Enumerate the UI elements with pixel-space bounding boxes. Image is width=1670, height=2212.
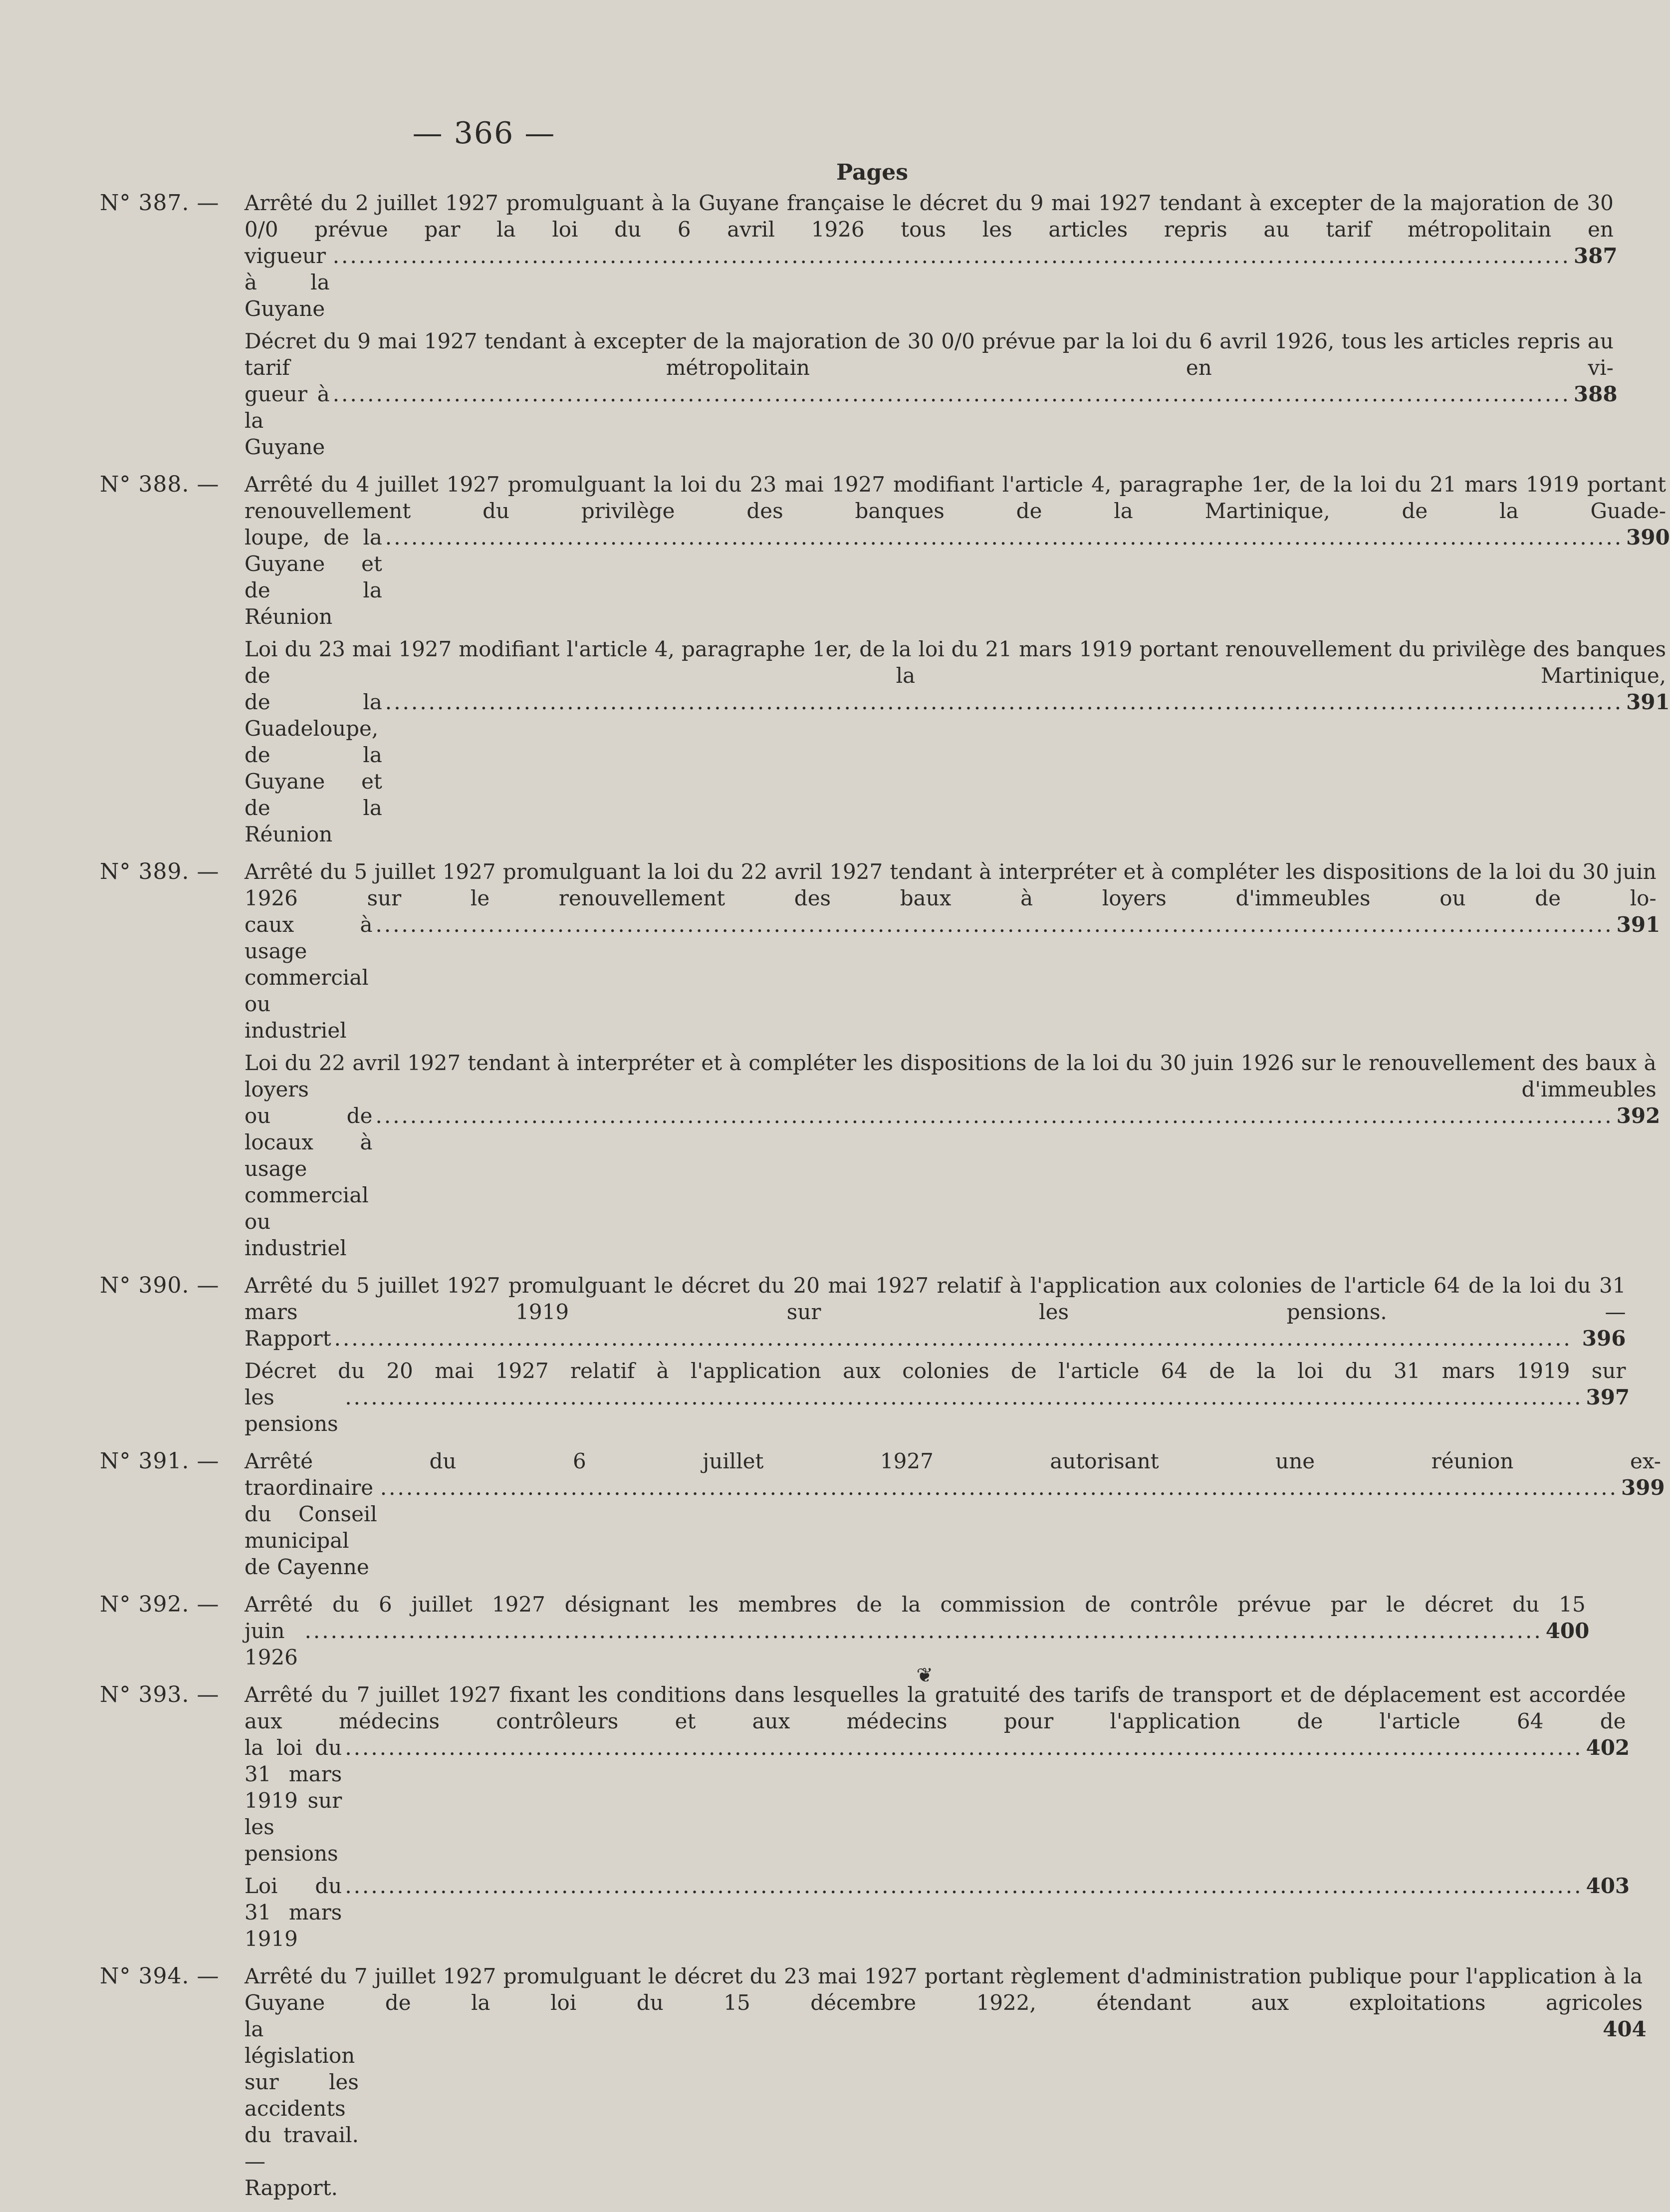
item-text: Décret du 9 mai 1927 tendant à excepter de la majoration de 30 0/0 prévue par la loi du 6 avril 1926, tous les articles repris au tarif métropolitain en vi- [244, 329, 1614, 380]
entry-body [244, 1591, 1590, 1676]
item-last-line [244, 1873, 1630, 1952]
entry-number: N° 389. — [100, 859, 220, 884]
entry-body [244, 471, 1670, 853]
item-last-text: traordinaire du Conseil municipal de Cayenne [244, 1475, 377, 1579]
item-last-line [244, 1618, 1590, 1670]
item-last-line [244, 2016, 1647, 2201]
entry-number: N° 393. — [100, 1682, 220, 1707]
item-last-line [244, 1384, 1630, 1437]
item-last-text: de la Guadeloupe, de la Guyane et de la Réunion [244, 690, 382, 846]
toc-item [244, 1873, 1630, 1952]
item-text: Arrêté du 5 juillet 1927 promulguant le décret du 20 mai 1927 relatif à l'application aux colonies de l'article 64 de la loi du 31 mars 1919 sur les pensions. — [244, 1273, 1626, 1324]
dot-leader [334, 1325, 1579, 1352]
entry-number: N° 391. — [100, 1448, 220, 1474]
page-reference: 399 [1621, 1475, 1665, 1500]
entry-body [244, 1963, 1647, 2207]
item-last-text: caux à usage commercial ou industriel [244, 912, 373, 1043]
entry-body [244, 190, 1618, 466]
item-last-text: gueur à la Guyane [244, 382, 330, 459]
entry-number: N° 394. — [100, 1963, 220, 1989]
page-reference: 388 [1573, 382, 1618, 406]
item-text: Arrêté du 7 juillet 1927 promulguant le décret du 23 mai 1927 portant règlement d'administration publique pour l'application à la Guyane de la loi du 15 décembre 1922, étendant aux exploitations agricoles [244, 1964, 1643, 2015]
item-last-line [244, 243, 1618, 322]
corner-ornament-icon: ❦ [916, 1664, 933, 1687]
item-last-text: juin 1926 [244, 1619, 298, 1669]
dot-leader [380, 1474, 1618, 1501]
item-text: Arrêté du 7 juillet 1927 fixant les conditions dans lesquelles la gratuité des tarifs de transport et de déplacement est accordée aux médecins contrôleurs et aux médecins pour l'application de l'article 64 de [244, 1682, 1626, 1733]
item-text: Loi du 23 mai 1927 modifiant l'article 4, paragraphe 1er, de la loi du 21 mars 1919 portant renouvellement du privilège des banques de la Martinique, [244, 637, 1667, 688]
toc-item [244, 1591, 1590, 1670]
item-last-line [244, 381, 1618, 460]
item-last-line [244, 911, 1661, 1044]
entry-number: N° 388. — [100, 472, 220, 497]
page-reference: 403 [1586, 1874, 1630, 1898]
toc-entry [100, 1591, 1590, 1676]
toc-item [244, 636, 1670, 847]
page-reference: 390 [1626, 525, 1670, 550]
table-of-contents [100, 190, 1670, 2212]
page-reference: 387 [1573, 244, 1618, 268]
dot-leader [376, 1103, 1614, 1129]
dot-leader [345, 1734, 1583, 1761]
toc-item [244, 190, 1618, 322]
item-last-text: les pensions [244, 1385, 338, 1436]
dot-leader [385, 689, 1623, 715]
item-last-text: ou de locaux à usage commercial ou industriel [244, 1104, 373, 1260]
item-last-text: loupe, de la Guyane et de la Réunion [244, 525, 382, 629]
toc-item [244, 471, 1670, 630]
dot-leader [345, 1873, 1583, 1899]
item-last-text: vigueur à la Guyane [244, 244, 330, 321]
toc-entry [100, 858, 1661, 1267]
item-last-text: Loi du 31 mars 1919 [244, 1874, 342, 1951]
page-reference: 400 [1545, 1619, 1590, 1643]
dot-leader [333, 243, 1571, 269]
toc-entry [100, 471, 1670, 853]
entry-body [244, 1448, 1665, 1586]
toc-item [244, 1681, 1630, 1867]
toc-entry [100, 1272, 1630, 1443]
item-last-text: la législation sur les accidents du travail. — Rapport. [244, 2017, 359, 2200]
item-text: Décret du 20 mai 1927 relatif à l'application aux colonies de l'article 64 de la loi du 31 mars 1919 sur [244, 1359, 1626, 1383]
dot-leader [345, 1384, 1583, 1410]
page-reference: 402 [1586, 1735, 1630, 1760]
item-text: Arrêté du 4 juillet 1927 promulguant la loi du 23 mai 1927 modifiant l'article 4, paragraphe 1er, de la loi du 21 mars 1919 portant renouvellement du privilège des banques de la Martinique, de la Guade- [244, 472, 1667, 523]
item-last-text: la loi du 31 mars 1919 sur les pensions [244, 1735, 342, 1866]
dot-leader [333, 381, 1571, 407]
page-reference: 404 [1603, 2017, 1647, 2041]
entry-number: N° 390. — [100, 1273, 220, 1298]
toc-item [244, 1448, 1665, 1580]
toc-item [244, 858, 1661, 1044]
entry-body [244, 1272, 1630, 1443]
entry-number: N° 392. — [100, 1592, 220, 1617]
item-last-line [244, 524, 1670, 630]
item-text: Arrêté du 6 juillet 1927 autorisant une réunion ex- [244, 1449, 1661, 1473]
item-last-line [244, 1474, 1665, 1580]
item-last-line [244, 1734, 1630, 1867]
toc-item [244, 1358, 1630, 1437]
item-last-line [244, 1325, 1626, 1352]
item-text: Arrêté du 2 juillet 1927 promulguant à la Guyane française le décret du 9 mai 1927 tendant à excepter de la majoration de 30 0/0 prévue par la loi du 6 avril 1926 tous les articles repris au tarif métropolitain en [244, 191, 1614, 242]
page-reference: 396 [1582, 1326, 1626, 1351]
toc-item [244, 1963, 1647, 2201]
toc-entry [100, 190, 1618, 466]
page-reference: 391 [1616, 912, 1661, 937]
item-last-line [244, 1103, 1661, 1261]
toc-item [244, 1272, 1626, 1352]
item-last-line [244, 689, 1670, 847]
entry-number: N° 387. — [100, 190, 220, 216]
dot-leader [305, 1618, 1543, 1644]
page-number: — 366 — [412, 116, 556, 151]
dot-leader [376, 911, 1614, 938]
entry-body [244, 1681, 1630, 1958]
page-reference: 392 [1616, 1104, 1661, 1128]
toc-entry [100, 1963, 1647, 2207]
entry-body [244, 858, 1661, 1267]
toc-item [244, 328, 1618, 460]
page-reference: 391 [1626, 690, 1670, 714]
toc-entry [100, 1448, 1665, 1586]
page-reference: 397 [1586, 1385, 1630, 1409]
item-text: Loi du 22 avril 1927 tendant à interpréter et à compléter les dispositions de la loi du 30 juin 1926 sur le renouvellement des baux à loyers d'immeubles [244, 1051, 1657, 1102]
item-text: Arrêté du 6 juillet 1927 désignant les membres de la commission de contrôle prévue par le décret du 15 [244, 1592, 1586, 1617]
item-last-text: Rapport [244, 1326, 331, 1351]
dot-leader [385, 524, 1623, 551]
item-text: Arrêté du 5 juillet 1927 promulguant la loi du 22 avril 1927 tendant à interpréter et à compléter les dispositions de la loi du 30 juin 1926 sur le renouvellement des baux à loyers d'immeubles ou de lo- [244, 859, 1657, 910]
pages-column-header: Pages [836, 160, 908, 185]
toc-entry [100, 1681, 1630, 1958]
toc-item [244, 1050, 1661, 1261]
